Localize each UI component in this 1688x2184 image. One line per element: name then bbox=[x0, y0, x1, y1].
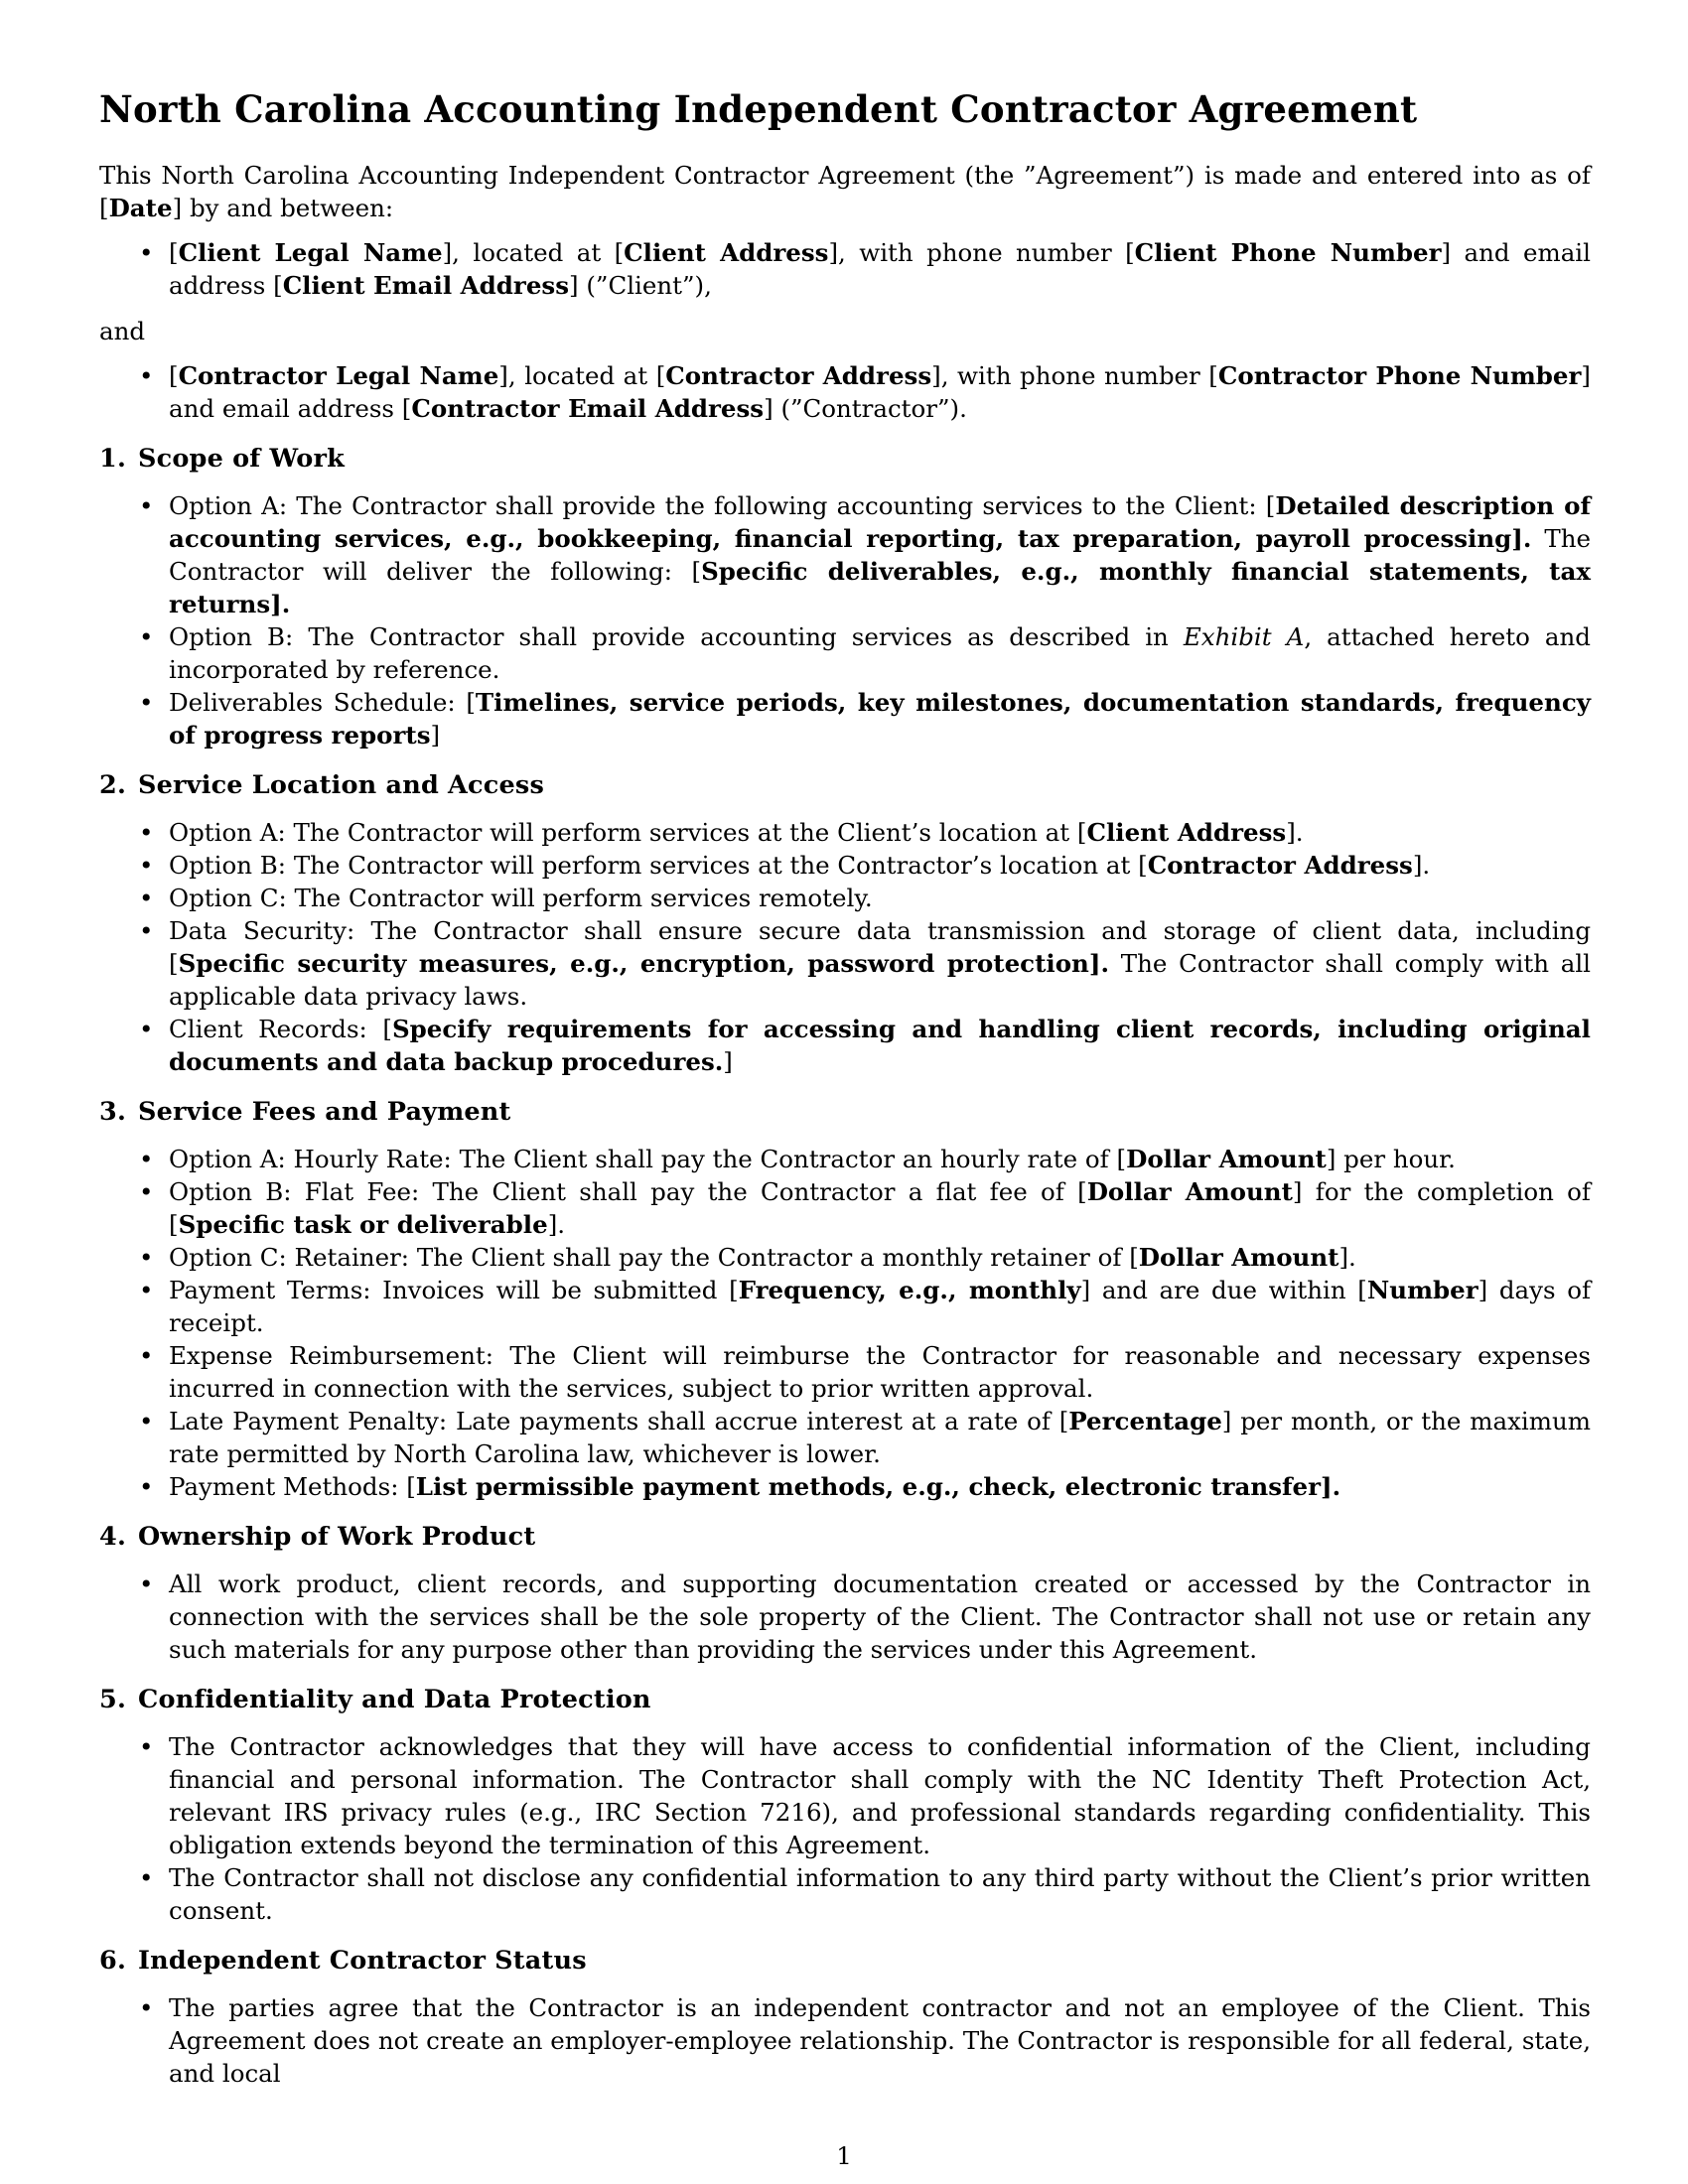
item-text: Data Security: The Contractor shall ensure secure data transmission and storage of client data, including [ bbox=[169, 916, 1591, 978]
item-text: Option A: The Contractor shall provide the following accounting services to the Client: [ bbox=[169, 491, 1276, 520]
contractor-phone-placeholder: Contractor Phone Number bbox=[1217, 361, 1582, 390]
section-item bbox=[99, 1274, 1591, 1339]
section-item bbox=[99, 1991, 1591, 2090]
section-item-list bbox=[99, 1143, 1591, 1503]
section-title: Independent Contractor Status bbox=[138, 1946, 587, 1976]
item-text: ]. bbox=[1286, 818, 1304, 847]
section-item bbox=[99, 1470, 1591, 1503]
client-email-placeholder: Client Email Address bbox=[282, 271, 570, 300]
sections-container bbox=[99, 443, 1591, 2090]
section-item bbox=[99, 1730, 1591, 1861]
item-text: Payment Terms: Invoices will be submitted [ bbox=[169, 1276, 739, 1304]
bold-placeholder: Contractor Address bbox=[1147, 851, 1413, 880]
contractor-address-placeholder: Contractor Address bbox=[665, 361, 932, 390]
contractor-name-placeholder: Contractor Legal Name bbox=[178, 361, 499, 390]
section-item bbox=[99, 1568, 1591, 1666]
section-number: 4. bbox=[99, 1522, 127, 1552]
and-conjunction: and bbox=[99, 317, 146, 345]
document-body bbox=[99, 159, 1591, 2090]
contractor-email-placeholder: Contractor Email Address bbox=[411, 394, 765, 423]
section-item bbox=[99, 1405, 1591, 1470]
item-text: ] bbox=[430, 721, 441, 750]
section-title: Ownership of Work Product bbox=[138, 1522, 536, 1552]
item-text: ]. bbox=[1412, 851, 1431, 880]
item-text: , attached hereto and incorporated by reference. bbox=[169, 622, 1591, 684]
section-heading bbox=[99, 1521, 1591, 1554]
item-text: All work product, client records, and supporting documentation created or accessed by the Contractor in connection with the services shall be the sole property of the Client. The Contractor shall not use or retain any such materials for any purpose other than providing the services under this Agreement. bbox=[169, 1570, 1591, 1664]
section-item bbox=[99, 1339, 1591, 1405]
section-item bbox=[99, 882, 1591, 914]
item-text: Expense Reimbursement: The Client will reimburse the Contractor for reasonable and necessary expenses incurred in connection with the services, subject to prior written approval. bbox=[169, 1341, 1591, 1403]
document-title: North Carolina Accounting Independent Contractor Agreement bbox=[99, 87, 1418, 131]
bold-placeholder: Number bbox=[1366, 1276, 1478, 1304]
bold-placeholder: Client Address bbox=[1086, 818, 1287, 847]
section-item bbox=[99, 816, 1591, 849]
item-text: ] for the completion of [ bbox=[169, 1177, 1591, 1239]
item-text: Payment Methods: [ bbox=[169, 1472, 416, 1501]
section-title: Service Fees and Payment bbox=[138, 1097, 511, 1127]
item-text: ]. bbox=[547, 1210, 566, 1239]
item-text: Client Records: [ bbox=[169, 1015, 392, 1043]
bold-placeholder: Frequency, e.g., monthly bbox=[738, 1276, 1081, 1304]
item-text: ] per month, or the maximum rate permitted by North Carolina law, whichever is lower. bbox=[169, 1407, 1591, 1468]
bold-placeholder: Specify requirements for accessing and handling client records, including original documents and data backup procedures. bbox=[169, 1015, 1591, 1076]
section-item bbox=[99, 914, 1591, 1013]
section-item-list bbox=[99, 1991, 1591, 2090]
section-number: 6. bbox=[99, 1946, 127, 1976]
contractor-party-item: • [Contractor Legal Name], located at [Contractor Address], with phone number [Contractor Phone Number] and email address [Contractor Email Address] (”Contractor”). bbox=[99, 359, 1591, 425]
section-heading bbox=[99, 443, 1591, 476]
client-name-placeholder: Client Legal Name bbox=[178, 238, 443, 267]
section-number: 2. bbox=[99, 770, 127, 800]
section-number: 3. bbox=[99, 1097, 127, 1127]
bold-placeholder: Dollar Amount bbox=[1086, 1177, 1293, 1206]
section-heading bbox=[99, 769, 1591, 802]
client-party-list bbox=[99, 236, 1591, 302]
italic-reference: Exhibit A bbox=[1183, 622, 1305, 651]
item-text: The parties agree that the Contractor is an independent contractor and not an employee of the Client. This Agreement does not create an employer-employee relationship. The Contractor is responsible for all federal, state, and local bbox=[169, 1993, 1591, 2088]
item-text: The Contractor shall not disclose any confidential information to any third party without the Client’s prior written consent. bbox=[169, 1863, 1591, 1925]
section-heading bbox=[99, 1096, 1591, 1129]
item-text: ] and are due within [ bbox=[1080, 1276, 1367, 1304]
client-party-item: • [Client Legal Name], located at [Client Address], with phone number [Client Phone Number] and email address [Client Email Address] (”Client”), bbox=[99, 236, 1591, 302]
client-phone-placeholder: Client Phone Number bbox=[1134, 238, 1442, 267]
section-number: 5. bbox=[99, 1685, 127, 1714]
bold-placeholder: Percentage bbox=[1068, 1407, 1222, 1435]
item-text: Option A: Hourly Rate: The Client shall pay the Contractor an hourly rate of [ bbox=[169, 1145, 1127, 1173]
date-placeholder: Date bbox=[108, 194, 173, 222]
section-item-list bbox=[99, 1568, 1591, 1666]
item-text: The Contractor will deliver the following: [ bbox=[169, 524, 1591, 586]
section-item bbox=[99, 1013, 1591, 1078]
item-text: Option B: Flat Fee: The Client shall pay the Contractor a flat fee of [ bbox=[169, 1177, 1087, 1206]
item-text: Option A: The Contractor will perform services at the Client’s location at [ bbox=[169, 818, 1087, 847]
contractor-party-list bbox=[99, 359, 1591, 425]
client-address-placeholder: Client Address bbox=[624, 238, 829, 267]
section-item bbox=[99, 1143, 1591, 1175]
bold-placeholder: List permissible payment methods, e.g., check, electronic transfer]. bbox=[415, 1472, 1341, 1501]
section-item bbox=[99, 489, 1591, 620]
bold-placeholder: Dollar Amount bbox=[1126, 1145, 1327, 1173]
section-item bbox=[99, 849, 1591, 882]
item-text: ] bbox=[723, 1047, 733, 1076]
bold-placeholder: Specific task or deliverable bbox=[178, 1210, 548, 1239]
section-heading bbox=[99, 1684, 1591, 1716]
bold-placeholder: Dollar Amount bbox=[1138, 1243, 1339, 1272]
item-text: Late Payment Penalty: Late payments shall accrue interest at a rate of [ bbox=[169, 1407, 1069, 1435]
section-title: Confidentiality and Data Protection bbox=[138, 1685, 651, 1714]
item-text: ]. bbox=[1338, 1243, 1356, 1272]
section-item-list bbox=[99, 1730, 1591, 1927]
item-text: Option C: Retainer: The Client shall pay the Contractor a monthly retainer of [ bbox=[169, 1243, 1139, 1272]
section-item bbox=[99, 1175, 1591, 1241]
section-item bbox=[99, 686, 1591, 751]
section-item bbox=[99, 1241, 1591, 1274]
section-title: Scope of Work bbox=[138, 444, 346, 474]
item-text: Option B: The Contractor shall provide accounting services as described in bbox=[169, 622, 1184, 651]
item-text: ] days of receipt. bbox=[169, 1276, 1592, 1337]
section-title: Service Location and Access bbox=[138, 770, 545, 800]
bold-placeholder: Detailed description of accounting services, e.g., bookkeeping, financial reporting, tax preparation, payroll processing]. bbox=[169, 491, 1591, 553]
bold-placeholder: Timelines, service periods, key milestones, documentation standards, frequency of progress reports bbox=[169, 688, 1591, 750]
item-text: The Contractor shall comply with all applicable data privacy laws. bbox=[169, 949, 1592, 1011]
item-text: Option B: The Contractor will perform services at the Contractor’s location at [ bbox=[169, 851, 1148, 880]
item-text: ] per hour. bbox=[1326, 1145, 1456, 1173]
section-heading bbox=[99, 1945, 1591, 1978]
bold-placeholder: Specific deliverables, e.g., monthly financial statements, tax returns]. bbox=[169, 557, 1591, 618]
page-number: 1 bbox=[836, 2141, 852, 2170]
section-number: 1. bbox=[99, 444, 127, 474]
bold-placeholder: Specific security measures, e.g., encryption, password protection]. bbox=[178, 949, 1109, 978]
section-item-list bbox=[99, 489, 1591, 751]
section-item bbox=[99, 1861, 1591, 1927]
item-text: Option C: The Contractor will perform services remotely. bbox=[169, 884, 873, 912]
section-item bbox=[99, 620, 1591, 686]
section-item-list bbox=[99, 816, 1591, 1078]
item-text: Deliverables Schedule: [ bbox=[169, 688, 476, 717]
item-text: The Contractor acknowledges that they will have access to confidential information of the Client, including financial and personal information. The Contractor shall comply with the NC Identity Theft Protection Act, relevant IRS privacy rules (e.g., IRC Section 7216), and professional standards regarding confidentiality. This obligation extends beyond the termination of this Agreement. bbox=[169, 1732, 1591, 1859]
intro-paragraph: This North Carolina Accounting Independent Contractor Agreement (the ”Agreement”) is made and entered into as of [Date] by and between: bbox=[99, 161, 1591, 222]
